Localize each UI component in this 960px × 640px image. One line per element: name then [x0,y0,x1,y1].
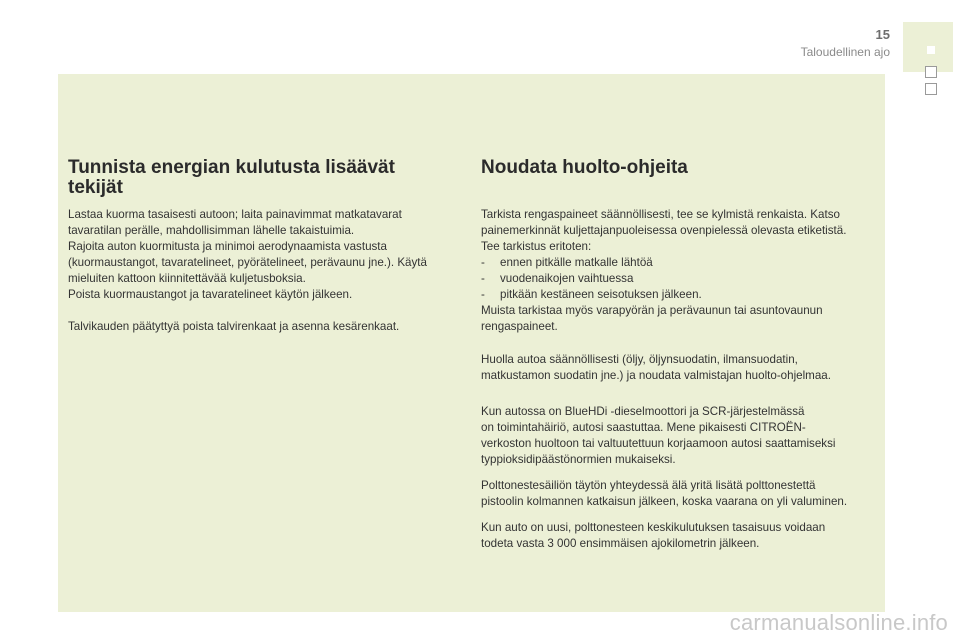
spare-tyre-line: rengaspaineet. [481,320,558,333]
chapter-tab-marker [903,22,953,72]
list-item-text: vuodenaikojen vaihtuessa [500,272,634,285]
watermark: carmanualsonline.info [729,610,948,635]
new-car-line: todeta vasta 3 000 ensimmäisen ajokilometrin jälkeen. [481,537,760,550]
left-column [68,158,448,335]
chapter-square-1 [925,66,937,78]
list-item-text: pitkään kestäneen seisotuksen jälkeen. [500,288,702,301]
left-paragraph-line: Poista kuormaustangot ja tavaratelineet käytön jälkeen. [68,288,353,301]
chapter-square-2 [925,83,937,95]
left-paragraph-line: tavaratilan perälle, mahdollisimman lähelle takaistuimia. [68,224,355,237]
refuel-line: Polttonestesäiliön täytön yhteydessä älä yritä lisätä polttonestettä [481,479,816,492]
list-item-text: ennen pitkälle matkalle lähtöä [500,256,653,269]
tyre-pressure-line: Tarkista rengaspaineet säännöllisesti, tee se kylmistä renkaista. Katso [481,208,840,221]
bluehdi-line: on toimintahäiriö, autosi saastuttaa. Mene pikaisesti CITROËN- [481,421,806,434]
new-car-line: Kun auto on uusi, polttonesteen keskikulutuksen tasaisuus voidaan [481,521,826,534]
left-paragraph-line: mieluiten kattoon kiinnitettävää kuljetusboksia. [68,272,306,285]
bluehdi-line: verkoston huoltoon tai valtuutettuun korjaamoon autosi saattamiseksi [481,437,836,450]
chapter-tab-dot [927,46,935,54]
list-dash: - [481,272,485,285]
tyre-pressure-line: painemerkinnät kuljettajanpuoleisessa ovenpielessä olevasta etiketistä. [481,224,847,237]
service-line: matkustamon suodatin jne.) ja noudata valmistajan huolto-ohjelmaa. [481,369,831,382]
right-heading: Noudata huolto-ohjeita [481,157,688,178]
list-dash: - [481,288,485,301]
section-title: Taloudellinen ajo [800,45,890,59]
spare-tyre-line: Muista tarkistaa myös varapyörän ja perävaunun tai asuntovaunun [481,304,823,317]
service-line: Huolla autoa säännöllisesti (öljy, öljynsuodatin, ilmansuodatin, [481,353,798,366]
left-paragraph-line: (kuormaustangot, tavaratelineet, pyörätelineet, perävaunu jne.). Käytä [68,256,427,269]
bluehdi-line: typpioksidipäästönormien mukaiseksi. [481,453,676,466]
left-paragraph-line: Lastaa kuorma tasaisesti autoon; laita painavimmat matkatavarat [68,208,402,221]
left-winter-tyres-paragraph: Talvikauden päätyttyä poista talvirenkaat ja asenna kesärenkaat. [68,320,400,333]
left-heading: Tunnista energian kulutusta lisäävät tekijät [68,157,395,198]
tyre-pressure-line: Tee tarkistus eritoten: [481,240,592,253]
left-paragraph-line: Rajoita auton kuormitusta ja minimoi aerodynaamista vastusta [68,240,387,253]
page-number: 15 [875,27,890,42]
list-item [481,255,876,271]
right-column [481,158,876,552]
refuel-line: pistoolin kolmannen katkaisun jälkeen, koska vaarana on yli valuminen. [481,495,848,508]
list-dash: - [481,256,485,269]
list-item [481,287,876,303]
list-item [481,271,876,287]
bluehdi-line: Kun autossa on BlueHDi -dieselmoottori ja SCR-järjestelmässä [481,405,805,418]
